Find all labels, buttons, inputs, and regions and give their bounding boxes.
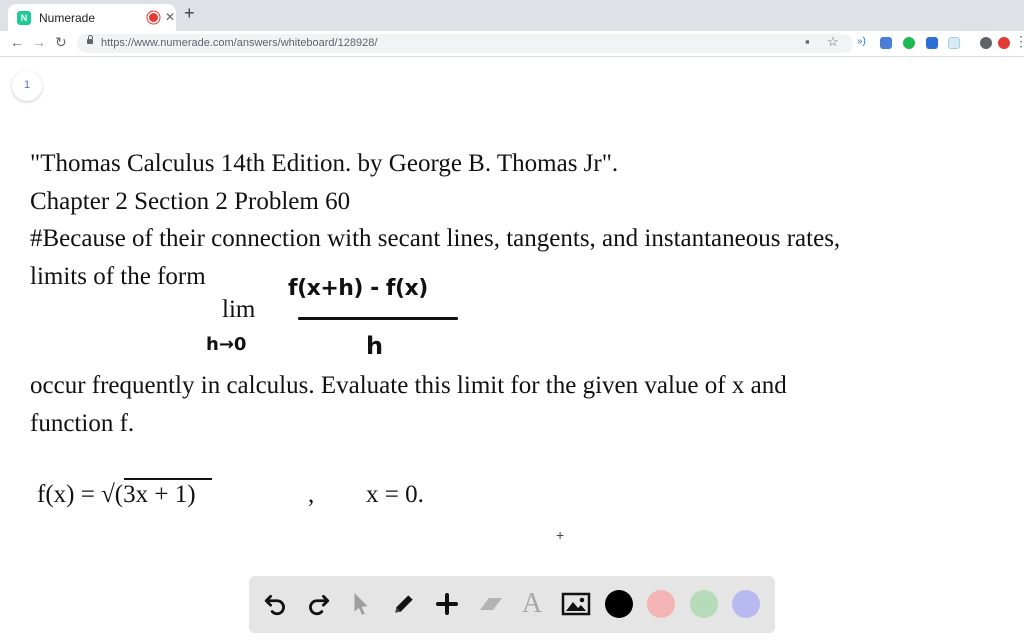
undo-icon[interactable] (261, 589, 291, 619)
url-text: https://www.numerade.com/answers/whiteboard/128928/ (101, 37, 378, 49)
crosshair-cursor-icon: + (556, 527, 565, 543)
problem-line-4: limits of the form (30, 262, 206, 290)
limit-operator: lim (222, 296, 256, 323)
extension-sound-icon[interactable]: ») (857, 36, 866, 47)
reload-icon[interactable]: ↻ (55, 34, 67, 50)
pointer-icon[interactable] (346, 589, 376, 619)
extension-cast-icon[interactable] (948, 37, 960, 49)
function-definition: f(x) = √(3x + 1) (37, 481, 196, 508)
image-icon[interactable] (561, 589, 591, 619)
handwritten-denominator: h (366, 332, 384, 360)
color-black-swatch[interactable] (605, 590, 633, 618)
tab-title: Numerade (39, 11, 96, 25)
handwritten-numerator: f(x+h) - f(x) (288, 276, 428, 301)
profile-icon[interactable] (980, 37, 992, 49)
handwritten-limit-subscript: h→0 (206, 334, 247, 355)
extension-grammarly-icon[interactable] (903, 37, 915, 49)
numerade-favicon-icon: N (17, 11, 31, 25)
address-bar[interactable] (77, 34, 853, 53)
back-icon[interactable]: ← (10, 34, 24, 50)
problem-line-3: #Because of their connection with secant lines, tangents, and instantaneous rates, (30, 225, 841, 252)
recording-indicator-icon (149, 13, 158, 22)
color-green-swatch[interactable] (690, 590, 718, 618)
new-tab-icon[interactable]: + (184, 3, 195, 23)
square-root-bar (124, 478, 212, 480)
bookmark-star-icon[interactable]: ☆ (827, 34, 839, 49)
fraction-bar (298, 317, 458, 320)
problem-line-2: Chapter 2 Section 2 Problem 60 (30, 187, 351, 215)
extension-translate-icon[interactable] (880, 37, 892, 49)
problem-text (30, 145, 1010, 295)
camera-icon[interactable]: ▪ (805, 34, 810, 49)
browser-tab[interactable] (8, 4, 176, 31)
browser-toolbar (0, 31, 1028, 57)
problem-line-5: occur frequently in calculus. Evaluate this limit for the given value of x and (30, 372, 787, 399)
problem-line-6: function f. (30, 409, 135, 437)
browser-tab-bar (0, 0, 1024, 31)
add-icon[interactable] (432, 589, 462, 619)
pen-icon[interactable] (389, 589, 419, 619)
problem-text-continued (30, 367, 787, 442)
color-purple-swatch[interactable] (732, 590, 760, 618)
eraser-icon[interactable] (476, 589, 506, 619)
page-number-badge[interactable]: 1 (12, 71, 42, 101)
recording-extension-icon[interactable] (998, 37, 1010, 49)
color-pink-swatch[interactable] (647, 590, 675, 618)
forward-icon[interactable]: → (32, 34, 46, 50)
separator-comma: , (308, 481, 315, 508)
redo-icon[interactable] (303, 589, 333, 619)
text-icon[interactable]: A (521, 588, 543, 619)
problem-line-1: "Thomas Calculus 14th Edition. by George B. Thomas Jr". (30, 150, 619, 177)
x-value: x = 0. (366, 481, 424, 508)
close-tab-icon[interactable]: ✕ (165, 10, 176, 24)
menu-icon[interactable]: ⋮ (1014, 33, 1028, 49)
lock-icon (87, 39, 93, 44)
whiteboard-toolbar (249, 576, 775, 633)
extension-screen-icon[interactable] (926, 37, 938, 49)
